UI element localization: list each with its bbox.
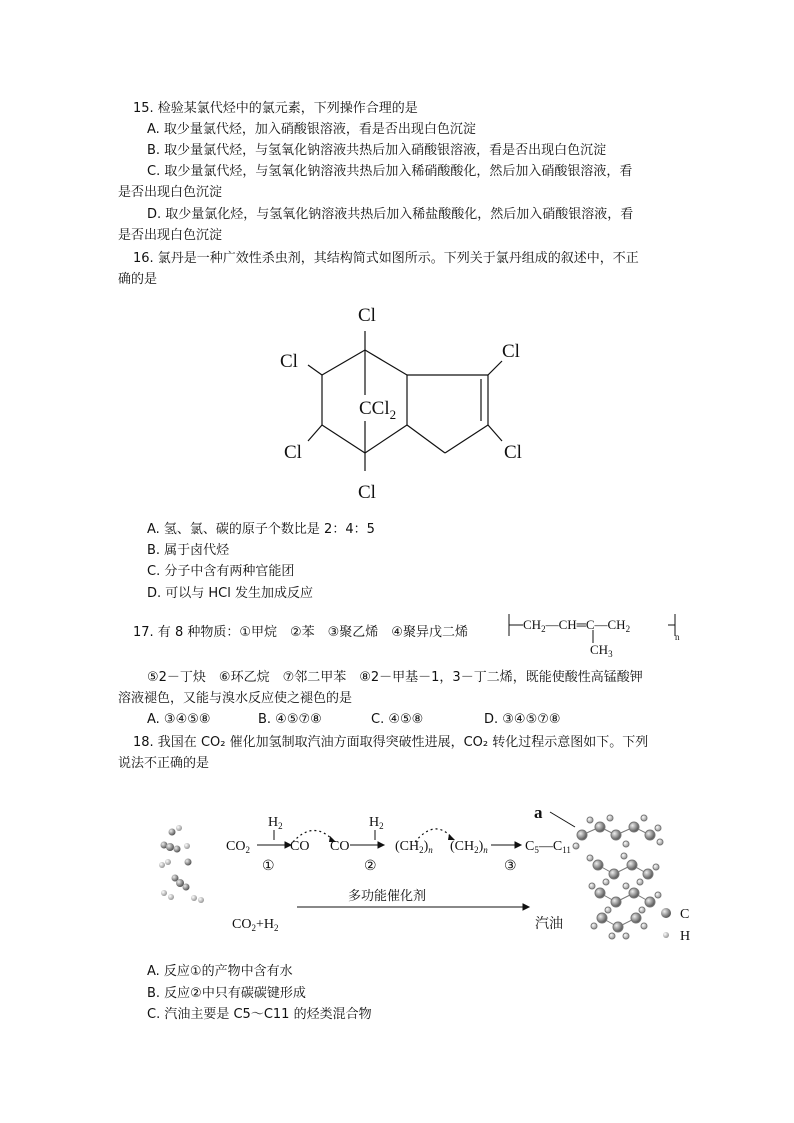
svg-text:CO2: $CO_2$: [226, 839, 250, 855]
q15-option-c-cont: 是否出现白色沉淀: [118, 185, 223, 200]
legend-hydrogen-atom: [663, 932, 669, 938]
q18-stem-cont: 说法不正确的是: [118, 756, 210, 771]
q15-stem: 15. 检验某氯代烃中的氯元素，下列操作合理的是: [133, 101, 418, 116]
co2-conversion-diagram: [150, 790, 710, 960]
cl-right-upper-label: Cl: [502, 341, 520, 362]
cl-bottom-label: Cl: [358, 482, 376, 503]
svg-text:CH2—CH═C—CH2: $CH_2—CH═C—CH_2$: [523, 617, 631, 634]
q18-option-b: B. 反应②中只有碳碳键形成: [147, 986, 306, 1001]
svg-text:(CH2)n: $(CH_2)_n$: [450, 839, 488, 855]
q18-option-a: A. 反应①的产物中含有水: [147, 964, 293, 979]
svg-text:②: ②: [364, 859, 377, 874]
q17-option-a: A. ③④⑤⑧: [147, 712, 211, 727]
bridge-ccl2-label: CCl$_2$: [359, 398, 397, 422]
svg-text:CH3: $CH_3$: [590, 642, 613, 659]
svg-text:n: n: [675, 632, 680, 642]
cl-left-upper-label: Cl: [280, 351, 298, 372]
svg-text:a: a: [534, 803, 543, 822]
q18-option-c: C. 汽油主要是 C5～C11 的烃类混合物: [147, 1007, 372, 1022]
svg-text:(CH2)n: $(CH_2)_n$: [395, 839, 433, 855]
svg-text:汽油: 汽油: [535, 916, 563, 932]
svg-text:CO2+H2: $CO_2+H_2$: [232, 917, 279, 933]
q17-stem-cont: ⑤2－丁炔 ⑥环乙烷 ⑦邻二甲苯 ⑧2－甲基－1，3－丁二烯，既能使酸性高锰酸钾: [147, 670, 643, 685]
q15-option-b: B. 取少量氯代烃，与氢氧化钠溶液共热后加入硝酸银溶液，看是否出现白色沉淀: [147, 143, 607, 158]
q16-option-d: D. 可以与 HCl 发生加成反应: [147, 586, 314, 601]
svg-text:H: H: [680, 929, 691, 944]
hydrocarbon-model-graphic: [573, 815, 663, 939]
q16-stem-cont: 确的是: [118, 272, 158, 287]
q16-option-c: C. 分子中含有两种官能团: [147, 564, 295, 579]
q15-option-d-cont: 是否出现白色沉淀: [118, 228, 223, 243]
polyisoprene-formula: [505, 610, 680, 660]
q15-option-c: C. 取少量氯代烃，与氢氧化钠溶液共热后加入稀硝酸酸化，然后加入硝酸银溶液，看: [147, 164, 633, 179]
q16-stem: 16. 氯丹是一种广效性杀虫剂，其结构简式如图所示。下列关于氯丹组成的叙述中，不正: [133, 251, 639, 266]
svg-text:C5—C11: $C_5—C_{11}$: [525, 839, 571, 855]
svg-text:①: ①: [262, 859, 275, 874]
q15-option-d: D. 取少量氯化烃，与氢氧化钠溶液共热后加入稀盐酸酸化，然后加入硝酸银溶液，看: [147, 207, 634, 222]
svg-text:H2: $H_2$: [369, 815, 384, 831]
reactant-molecules-graphic: [159, 825, 204, 903]
svg-text:CO: CO: [290, 839, 310, 854]
svg-text:C: C: [680, 907, 690, 922]
chlordane-structure: [270, 295, 540, 510]
q16-option-b: B. 属于卤代烃: [147, 543, 230, 558]
legend-carbon-atom: [661, 908, 671, 918]
cl-left-lower-label: Cl: [284, 442, 302, 463]
svg-text:H2: $H_2$: [268, 815, 283, 831]
q17-option-c: C. ④⑤⑧: [371, 712, 424, 727]
q17-stem: 17. 有 8 种物质：①甲烷 ②苯 ③聚乙烯 ④聚异戊二烯: [133, 625, 468, 640]
q17-option-d: D. ③④⑤⑦⑧: [484, 712, 561, 727]
svg-text:③: ③: [504, 859, 517, 874]
q18-stem: 18. 我国在 CO₂ 催化加氢制取汽油方面取得突破性进展，CO₂ 转化过程示意图如下。下列: [133, 735, 649, 750]
svg-text:多功能催化剂: 多功能催化剂: [348, 889, 427, 904]
cl-right-lower-label: Cl: [504, 442, 522, 463]
q17-option-b: B. ④⑤⑦⑧: [258, 712, 322, 727]
q15-option-a: A. 取少量氯代烃，加入硝酸银溶液，看是否出现白色沉淀: [147, 122, 476, 137]
cl-top-label: Cl: [358, 305, 376, 326]
q17-stem-cont2: 溶液褪色，又能与溴水反应使之褪色的是: [118, 691, 353, 706]
q16-option-a: A. 氢、氯、碳的原子个数比是 2：4：5: [147, 522, 375, 537]
svg-text:CO: CO: [330, 839, 350, 854]
